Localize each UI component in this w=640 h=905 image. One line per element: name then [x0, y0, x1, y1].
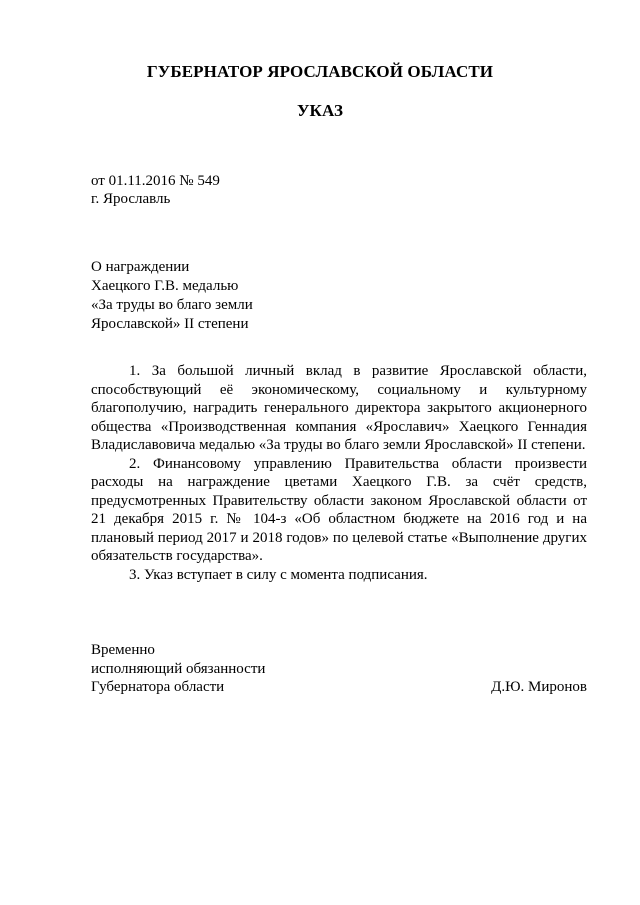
- document-type: УКАЗ: [296, 101, 344, 120]
- subject-line: Хаецкого Г.В. медалью: [91, 278, 239, 294]
- signature-row: [91, 678, 587, 697]
- paragraph-3: 3. Указ вступает в силу с момента подписания.: [129, 566, 428, 583]
- document-subject: [91, 258, 351, 334]
- signer-name: Д.Ю. Миронов: [491, 679, 587, 695]
- city: г. Ярославль: [91, 191, 171, 207]
- signature-block: [91, 641, 587, 697]
- org-title: ГУБЕРНАТОР ЯРОСЛАВСКОЙ ОБЛАСТИ: [146, 62, 494, 81]
- subject-line: Ярославской» II степени: [91, 316, 249, 332]
- signer-position-line: исполняющий обязанности: [91, 660, 266, 677]
- signer-position-line: Губернатора области: [91, 679, 225, 695]
- subject-line: О награждении: [91, 259, 190, 275]
- date-number: от 01.11.2016 № 549: [91, 173, 220, 189]
- document-meta: [91, 172, 220, 208]
- subject-line: «За труды во благо земли: [91, 297, 253, 313]
- paragraph-2: 2. Финансовому управлению Правительства области произвести расходы на награждение цветами Хаецкого Г.В. за счёт средств, предусмотренных Правительству области законом Ярославской области от 21 декабря 2015 г. № 104-з «Об областном бюджете на 2016 год и на плановый период 2017 и 2018 годов» по целевой статье «Выполнение других обязательств государства».: [91, 455, 587, 564]
- paragraph-1: 1. За большой личный вклад в развитие Ярославской области, способствующий её экономическому, социальному и культурному благополучию, наградить генерального директора закрытого акционерного общества «Производственная компания «Ярославич» Хаецкого Геннадия Владиславовича медалью «За труды во благо земли Ярославской» II степени.: [91, 363, 587, 453]
- document-body: [91, 362, 587, 584]
- signer-position-line: Временно: [91, 642, 155, 658]
